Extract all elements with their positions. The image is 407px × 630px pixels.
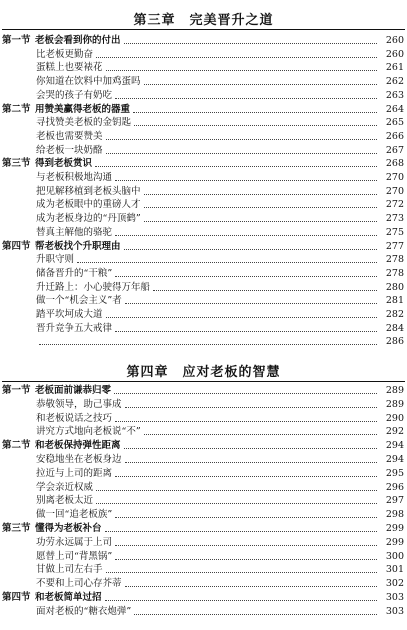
dot-leader xyxy=(144,194,377,195)
chapter-number: 第四章 xyxy=(126,365,169,380)
toc-section-row[interactable] xyxy=(0,521,407,534)
page-number: 296 xyxy=(385,481,404,493)
page-number: 294 xyxy=(385,440,404,452)
entry-title: 比老板更勤奋 xyxy=(36,48,94,60)
dot-leader xyxy=(115,517,377,518)
dot-leader xyxy=(105,531,377,532)
page-number: 270 xyxy=(385,185,404,197)
section-number: 第三节 xyxy=(2,158,31,170)
toc-section-row[interactable] xyxy=(0,383,407,396)
page-number: 263 xyxy=(385,89,404,101)
entry-title: 帮老板找个升职理由 xyxy=(35,240,121,252)
entry-title: 不要和上司心存芥蒂 xyxy=(36,578,122,590)
toc-item-row[interactable] xyxy=(0,293,407,306)
toc-item-row[interactable] xyxy=(0,211,407,224)
entry-title: 给老板一块奶酪 xyxy=(36,144,103,156)
dot-leader xyxy=(124,249,377,250)
entry-title: 会哭的孩子有奶吃 xyxy=(36,89,113,101)
dot-leader xyxy=(106,317,377,318)
entry-title: 用赞美赢得老板的器重 xyxy=(35,103,131,115)
entry-title: 学会亲近权威 xyxy=(36,481,94,493)
toc-item-row[interactable] xyxy=(0,321,407,334)
entry-title: 别离老板太近 xyxy=(36,495,94,507)
dot-leader xyxy=(115,421,377,422)
entry-title: 老板会看到你的付出 xyxy=(35,35,121,46)
dot-leader xyxy=(133,112,377,113)
page-number: 290 xyxy=(385,412,404,424)
entry-title: 做一回“追老板族” xyxy=(36,509,113,521)
dot-leader xyxy=(125,407,377,408)
section-number: 第四节 xyxy=(2,592,31,603)
entry-title: 蛋糕上也要裱花 xyxy=(36,62,103,74)
section-number: 第二节 xyxy=(2,103,31,115)
toc-item-row[interactable] xyxy=(0,334,407,347)
toc-item-row[interactable] xyxy=(0,115,407,128)
dot-leader xyxy=(106,572,377,573)
page-number: 266 xyxy=(385,130,404,142)
dot-leader xyxy=(115,559,377,560)
dot-leader xyxy=(96,490,377,491)
entry-title: 甘做上司左右手 xyxy=(36,564,103,576)
toc-item-row[interactable] xyxy=(0,424,407,437)
dot-leader xyxy=(77,262,377,263)
dot-leader xyxy=(124,43,377,44)
chapter-3-rule xyxy=(2,29,405,30)
page-number: 265 xyxy=(385,117,404,129)
chapter-3-title xyxy=(0,9,407,28)
dot-leader xyxy=(125,303,377,304)
toc-item-row[interactable] xyxy=(0,47,407,60)
page-number: 298 xyxy=(385,509,404,521)
page-number: 278 xyxy=(385,254,404,266)
page-number: 289 xyxy=(385,398,404,410)
page-number: 267 xyxy=(385,144,404,156)
dot-leader xyxy=(106,139,377,140)
chapter-name: 应对老板的智慧 xyxy=(182,365,281,380)
dot-leader xyxy=(105,600,377,601)
toc-item-row[interactable] xyxy=(0,252,407,265)
entry-title: 和老板说话之技巧 xyxy=(36,412,113,424)
dot-leader xyxy=(39,344,377,345)
page-number: 286 xyxy=(385,336,404,348)
toc-item-row[interactable] xyxy=(0,411,407,424)
entry-title: 老板面前谦恭归零 xyxy=(35,385,112,396)
page-number: 270 xyxy=(385,172,404,183)
dot-leader xyxy=(144,434,377,435)
entry-title: 和老板简单过招 xyxy=(35,592,102,603)
dot-leader xyxy=(153,290,377,291)
entry-title: 晋升竞争五大戒律 xyxy=(36,322,113,334)
page-number: 297 xyxy=(385,495,404,507)
toc-section-row[interactable] xyxy=(0,156,407,169)
entry-title: 把见解移植到老板头脑中 xyxy=(36,185,141,197)
entry-title: 储备晋升的“干粮” xyxy=(36,267,113,279)
dot-leader xyxy=(96,57,377,58)
page-number: 281 xyxy=(385,295,404,307)
toc-item-row[interactable] xyxy=(0,60,407,73)
entry-title: 恭敬领导，助己事成 xyxy=(36,398,122,410)
page-number: 292 xyxy=(385,426,404,438)
dot-leader xyxy=(106,70,377,71)
dot-leader xyxy=(115,98,377,99)
toc-item-row[interactable] xyxy=(0,143,407,156)
toc-item-row[interactable] xyxy=(0,452,407,465)
entry-title: 功劳永远属于上司 xyxy=(36,536,113,548)
section-number: 第二节 xyxy=(2,440,31,452)
entry-title: 踏平坎坷成大道 xyxy=(36,309,103,320)
dot-leader xyxy=(144,221,377,222)
section-number: 第一节 xyxy=(2,35,31,46)
entry-title: 与老板积极地沟通 xyxy=(36,172,113,183)
toc-item-row[interactable] xyxy=(0,225,407,238)
page-number: 295 xyxy=(385,467,404,479)
section-number: 第四节 xyxy=(2,240,31,252)
entry-title: 升迁路上：小心驶得万年船 xyxy=(36,281,151,293)
dot-leader xyxy=(115,276,377,277)
toc-item-row[interactable] xyxy=(0,266,407,279)
dot-leader xyxy=(125,586,377,587)
toc-item-row[interactable] xyxy=(0,184,407,197)
entry-title: 升职守则 xyxy=(36,254,75,266)
entry-title: 寻找赞美老板的金钥匙 xyxy=(36,117,132,129)
page-number: 260 xyxy=(385,48,404,60)
dot-leader xyxy=(114,393,377,394)
toc-item-row[interactable] xyxy=(0,74,407,87)
page-number: 273 xyxy=(385,213,404,225)
toc-item-row[interactable] xyxy=(0,129,407,142)
dot-leader xyxy=(115,235,377,236)
entry-title: 面对老板的“糖衣炮弹” xyxy=(36,605,132,617)
entry-title: 讲究方式地向老板说“不” xyxy=(36,426,141,438)
toc-item-row[interactable] xyxy=(0,307,407,320)
dot-leader xyxy=(115,545,377,546)
dot-leader xyxy=(134,614,377,615)
page-number: 275 xyxy=(385,226,404,238)
entry-title: 懂得为老板补台 xyxy=(35,523,102,534)
entry-title: 成为老板身边的“丹顶鹤” xyxy=(36,213,141,225)
dot-leader xyxy=(144,84,377,85)
entry-title: 做一个“机会主义”者 xyxy=(36,295,122,307)
entry-title: 老板也需要赞美 xyxy=(36,130,103,142)
dot-leader xyxy=(124,448,377,449)
entry-title: 和老板保持弹性距离 xyxy=(35,440,121,452)
dot-leader xyxy=(96,503,377,504)
chapter-4-rule xyxy=(2,381,405,382)
toc-item-row[interactable] xyxy=(0,466,407,479)
toc-item-row[interactable] xyxy=(0,604,407,617)
toc-item-row[interactable] xyxy=(0,576,407,589)
entry-title: 拉近与上司的距离 xyxy=(36,467,113,479)
page-number: 277 xyxy=(385,240,404,252)
dot-leader xyxy=(115,331,377,332)
toc-item-row[interactable] xyxy=(0,562,407,575)
page-number: 284 xyxy=(385,322,404,334)
toc-item-row[interactable] xyxy=(0,197,407,210)
page-number: 299 xyxy=(385,536,404,548)
entry-title: 成为老板眼中的重磅人才 xyxy=(36,199,141,211)
chapter-4-title xyxy=(0,361,407,380)
page-number: 260 xyxy=(385,35,404,46)
page-number: 303 xyxy=(385,605,404,617)
entry-title: 安稳地坐在老板身边 xyxy=(36,454,122,465)
dot-leader xyxy=(106,153,377,154)
toc-section-row[interactable] xyxy=(0,239,407,252)
toc-section-row[interactable] xyxy=(0,438,407,451)
page-number: 261 xyxy=(385,62,404,74)
page-number: 303 xyxy=(385,592,404,603)
toc-item-row[interactable] xyxy=(0,88,407,101)
toc-section-row[interactable] xyxy=(0,102,407,115)
page-number: 262 xyxy=(385,76,404,88)
toc-item-row[interactable] xyxy=(0,280,407,293)
page-number: 268 xyxy=(385,158,404,170)
toc-item-row[interactable] xyxy=(0,493,407,506)
page-number: 289 xyxy=(385,385,404,396)
dot-leader xyxy=(95,166,377,167)
page-number: 300 xyxy=(385,550,404,562)
toc-item-row[interactable] xyxy=(0,549,407,562)
dot-leader xyxy=(115,476,377,477)
toc-item-row[interactable] xyxy=(0,397,407,410)
section-number: 第三节 xyxy=(2,523,31,534)
entry-title: 愿替上司“背黑锅” xyxy=(36,550,113,562)
toc-item-row[interactable] xyxy=(0,480,407,493)
page-number: 294 xyxy=(385,454,404,465)
chapter-number: 第三章 xyxy=(133,13,176,28)
dot-leader xyxy=(144,207,377,208)
dot-leader xyxy=(115,180,377,181)
page-number: 272 xyxy=(385,199,404,211)
entry-title: 替真主解他的骆驼 xyxy=(36,226,113,238)
section-number: 第一节 xyxy=(2,385,31,396)
entry-title: 得到老板赏识 xyxy=(35,158,93,170)
page-number: 301 xyxy=(385,564,404,576)
dot-leader xyxy=(134,125,377,126)
toc-item-row[interactable] xyxy=(0,535,407,548)
chapter-name: 完美晋升之道 xyxy=(189,13,274,28)
page-number: 302 xyxy=(385,578,404,590)
page-number: 278 xyxy=(385,267,404,279)
page-number: 282 xyxy=(385,309,404,320)
toc-item-row[interactable] xyxy=(0,507,407,520)
toc-item-row[interactable] xyxy=(0,170,407,183)
toc-section-row[interactable] xyxy=(0,33,407,46)
toc-section-row[interactable] xyxy=(0,590,407,603)
page-number: 280 xyxy=(385,281,404,293)
page-number: 264 xyxy=(385,103,404,115)
entry-title: 你知道在饮料中加鸡蛋吗 xyxy=(36,76,141,88)
page-number: 299 xyxy=(385,523,404,534)
dot-leader xyxy=(125,462,377,463)
